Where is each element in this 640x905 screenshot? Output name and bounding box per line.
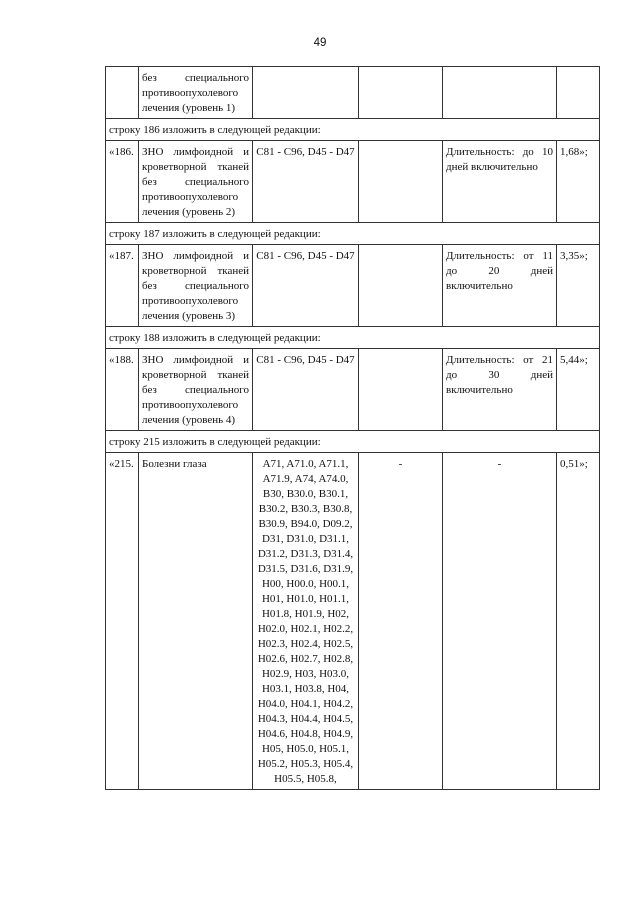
cell-codes: [253, 67, 359, 119]
instruction-row: [106, 431, 600, 453]
cell-number: [106, 67, 139, 119]
cell-duration: Длительность: от 11 до 20 дней включительно: [443, 245, 557, 327]
cell-number: «215.: [106, 453, 139, 790]
amendments-table: [105, 66, 600, 790]
page-number: 49: [313, 37, 327, 49]
instruction-row: [106, 223, 600, 245]
cell-codes: C81 - C96, D45 - D47: [253, 349, 359, 431]
cell-coef: 3,35»;: [557, 245, 600, 327]
cell-codes: C81 - C96, D45 - D47: [253, 245, 359, 327]
cell-coef: 1,68»;: [557, 141, 600, 223]
cell-name: Болезни глаза: [139, 453, 253, 790]
cell-name: без специального противоопухолевого лечения (уровень 1): [139, 67, 253, 119]
instruction-text: строку 215 изложить в следующей редакции:: [106, 431, 600, 453]
cell-coef: 5,44»;: [557, 349, 600, 431]
table-row: [106, 141, 600, 223]
instruction-row: [106, 119, 600, 141]
cell-coef: 0,51»;: [557, 453, 600, 790]
cell-col4: [359, 349, 443, 431]
cell-col4: -: [359, 453, 443, 790]
instruction-text: строку 186 изложить в следующей редакции:: [106, 119, 600, 141]
cell-number: «188.: [106, 349, 139, 431]
cell-duration: Длительность: до 10 дней включительно: [443, 141, 557, 223]
instruction-row: [106, 327, 600, 349]
table-row: [106, 349, 600, 431]
table-row-continuation: [106, 67, 600, 119]
table-row: [106, 245, 600, 327]
cell-duration: [443, 67, 557, 119]
cell-name: ЗНО лимфоидной и кроветворной тканей без специального противоопухолевого лечения (уровень 2): [139, 141, 253, 223]
instruction-text: строку 188 изложить в следующей редакции:: [106, 327, 600, 349]
cell-codes: C81 - C96, D45 - D47: [253, 141, 359, 223]
cell-number: «187.: [106, 245, 139, 327]
cell-codes: A71, A71.0, A71.1, A71.9, A74, A74.0, B30, B30.0, B30.1, B30.2, B30.3, B30.8, B30.9, B94.0, D09.2, D31, D31.0, D31.1, D31.2, D31.3, D31.4, D31.5, D31.6, D31.9, H00, H00.0, H00.1, H01, H01.0, H01.1, H01.8, H01.9, H02, H02.0, H02.1, H02.2, H02.3, H02.4, H02.5, H02.6, H02.7, H02.8, H02.9, H03, H03.0, H03.1, H03.8, H04, H04.0, H04.1, H04.2, H04.3, H04.4, H04.5, H04.6, H04.8, H04.9, H05, H05.0, H05.1, H05.2, H05.3, H05.4, H05.5, H05.8,: [253, 453, 359, 790]
table-row: [106, 453, 600, 790]
cell-duration: Длительность: от 21 до 30 дней включительно: [443, 349, 557, 431]
cell-name: ЗНО лимфоидной и кроветворной тканей без специального противоопухолевого лечения (уровень 3): [139, 245, 253, 327]
cell-col4: [359, 245, 443, 327]
instruction-text: строку 187 изложить в следующей редакции:: [106, 223, 600, 245]
cell-number: «186.: [106, 141, 139, 223]
cell-name: ЗНО лимфоидной и кроветворной тканей без специального противоопухолевого лечения (уровень 4): [139, 349, 253, 431]
cell-col4: [359, 67, 443, 119]
cell-coef: [557, 67, 600, 119]
cell-col4: [359, 141, 443, 223]
cell-duration: -: [443, 453, 557, 790]
